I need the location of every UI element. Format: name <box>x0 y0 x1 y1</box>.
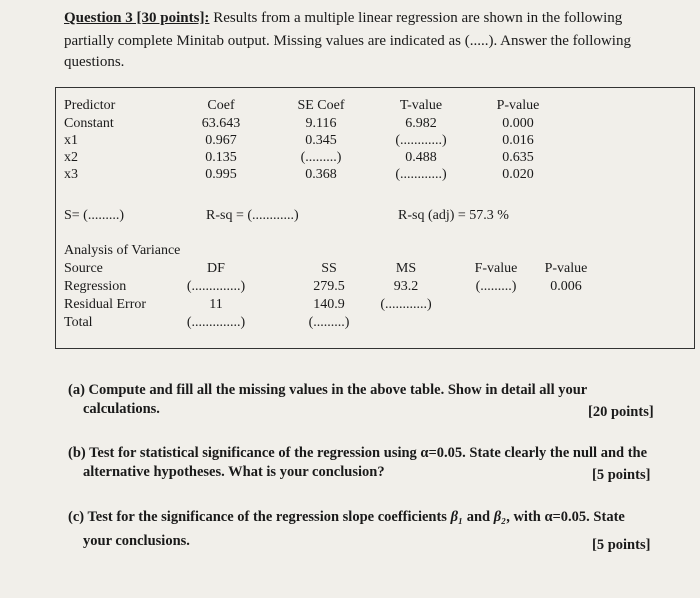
t-value-cell: 6.982 <box>405 116 437 131</box>
part-b-line-1: (b) Test for statistical significance of the regression using α=0.05. State clearly the null and the <box>68 445 648 461</box>
part-c-and: and <box>466 509 491 525</box>
se-coef-cell: 0.345 <box>305 133 337 148</box>
anova-ss-cell: (.........) <box>308 315 350 330</box>
question-title: Question 3 [30 points]: <box>64 10 210 26</box>
coef-cell: 0.135 <box>205 150 237 165</box>
anova-f-value-cell: (.........) <box>475 279 517 294</box>
coef-cell: 63.643 <box>201 116 241 131</box>
predictor-x3: x3 <box>64 167 78 182</box>
coef-cell: 0.995 <box>205 167 237 182</box>
anova-header-ss: SS <box>321 261 337 276</box>
t-value-cell: (............) <box>395 167 447 182</box>
anova-header-source: Source <box>64 261 103 276</box>
anova-df-cell: (..............) <box>186 315 246 330</box>
part-c-line-2: your conclusions. <box>83 533 190 549</box>
anova-source-regression: Regression <box>64 279 127 294</box>
p-value-cell: 0.020 <box>502 167 534 182</box>
s-value: S= (.........) <box>64 208 125 223</box>
intro-line-1: Results from a multiple linear regression are shown in the following <box>213 10 623 26</box>
anova-df-cell: 11 <box>209 297 223 312</box>
p-value-cell: 0.000 <box>502 116 534 131</box>
header-p-value: P-value <box>496 98 540 113</box>
beta-1-symbol: β₁ <box>450 509 464 525</box>
header-se-coef: SE Coef <box>297 98 345 113</box>
part-c-points: [5 points] <box>592 537 651 553</box>
anova-ss-cell: 279.5 <box>313 279 345 294</box>
part-b-points: [5 points] <box>592 467 651 483</box>
anova-header-df: DF <box>207 261 225 276</box>
anova-source-total: Total <box>64 315 93 330</box>
predictor-x2: x2 <box>64 150 78 165</box>
part-a-line-2: calculations. <box>83 401 160 417</box>
se-coef-cell: (.........) <box>300 150 342 165</box>
p-value-cell: 0.635 <box>502 150 534 165</box>
anova-header-f-value: F-value <box>474 261 518 276</box>
anova-title: Analysis of Variance <box>64 243 181 258</box>
se-coef-cell: 0.368 <box>305 167 337 182</box>
t-value-cell: (............) <box>395 133 447 148</box>
p-value-cell: 0.016 <box>502 133 534 148</box>
r-sq-value: R-sq = (............) <box>206 208 299 223</box>
beta-2-symbol: β₂ <box>493 509 507 525</box>
anova-header-p-value: P-value <box>544 261 588 276</box>
coef-cell: 0.967 <box>205 133 237 148</box>
anova-p-value-cell: 0.006 <box>550 279 582 294</box>
predictor-constant: Constant <box>64 116 114 131</box>
predictor-x1: x1 <box>64 133 78 148</box>
question-header <box>64 10 622 27</box>
anova-ms-cell: 93.2 <box>393 279 419 294</box>
part-c-line-1 <box>68 509 625 526</box>
t-value-cell: 0.488 <box>405 150 437 165</box>
intro-line-3: questions. <box>64 54 125 70</box>
anova-source-residual-error: Residual Error <box>64 297 147 312</box>
se-coef-cell: 9.116 <box>305 116 337 131</box>
anova-header-ms: MS <box>395 261 417 276</box>
part-b-line-2: alternative hypotheses. What is your conclusion? <box>83 464 385 480</box>
header-coef: Coef <box>207 98 235 113</box>
minitab-output-box <box>55 87 695 349</box>
header-predictor: Predictor <box>64 98 116 113</box>
anova-ss-cell: 140.9 <box>313 297 345 312</box>
part-c-text-post: , with α=0.05. State <box>506 509 625 525</box>
part-a-line-1: (a) Compute and fill all the missing values in the above table. Show in detail all your <box>68 382 588 398</box>
part-a-points: [20 points] <box>588 404 654 420</box>
intro-line-2: partially complete Minitab output. Missing values are indicated as (.....). Answer the following <box>64 33 631 49</box>
anova-df-cell: (..............) <box>186 279 246 294</box>
part-c-text-pre: (c) Test for the significance of the regression slope coefficients <box>68 509 447 525</box>
header-t-value: T-value <box>399 98 443 113</box>
anova-ms-cell: (............) <box>380 297 432 312</box>
r-sq-adj-value: R-sq (adj) = 57.3 % <box>398 208 509 223</box>
